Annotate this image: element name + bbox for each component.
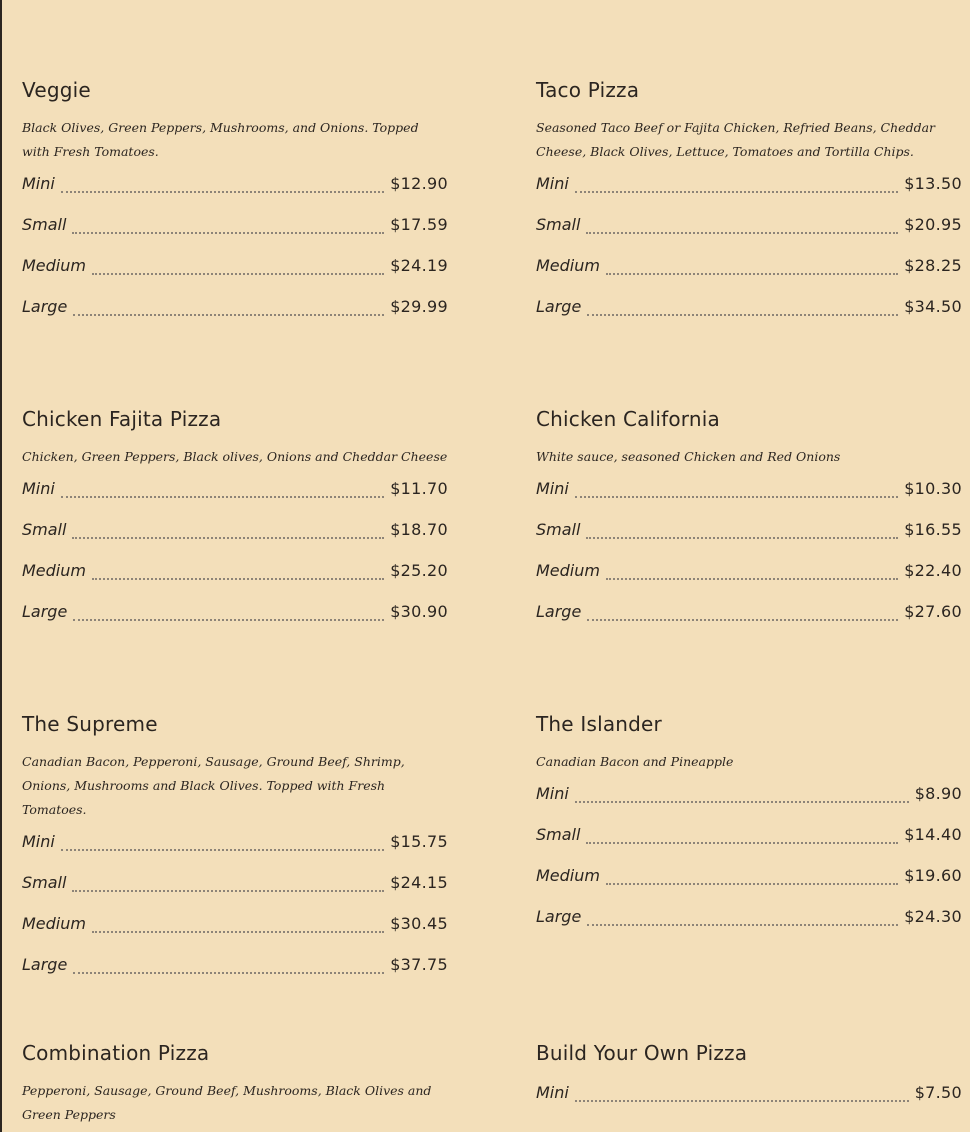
menu-item-title: Taco Pizza xyxy=(536,78,640,102)
menu-item-title: Chicken California xyxy=(536,407,720,431)
price-row xyxy=(22,873,448,914)
price-list xyxy=(536,174,962,338)
price-list xyxy=(22,832,448,996)
price-row xyxy=(22,174,448,215)
price-value: $30.90 xyxy=(390,602,448,621)
menu-item xyxy=(22,407,448,643)
size-name: Medium xyxy=(536,561,600,580)
price-row xyxy=(536,1083,962,1124)
price-list xyxy=(22,479,448,643)
price-value: $15.75 xyxy=(390,832,448,851)
dot-leader xyxy=(61,849,384,851)
size-name: Mini xyxy=(536,1083,569,1102)
price-row xyxy=(536,297,962,338)
price-row xyxy=(536,479,962,520)
size-name: Mini xyxy=(22,479,55,498)
price-value: $22.40 xyxy=(904,561,962,580)
menu-item xyxy=(536,712,962,948)
size-name: Mini xyxy=(536,174,569,193)
size-name: Large xyxy=(536,907,582,926)
dot-leader xyxy=(575,191,898,193)
price-value: $8.90 xyxy=(914,784,962,803)
dot-leader xyxy=(73,314,384,316)
price-list xyxy=(536,784,962,948)
menu-item-description: White sauce, seasoned Chicken and Red Onions xyxy=(536,449,841,464)
dot-leader xyxy=(575,496,898,498)
price-row xyxy=(22,479,448,520)
dot-leader xyxy=(586,842,898,844)
dot-leader xyxy=(73,619,384,621)
menu-item-description: Canadian Bacon and Pineapple xyxy=(536,754,734,769)
size-name: Mini xyxy=(536,784,569,803)
menu-item-title: Chicken Fajita Pizza xyxy=(22,407,222,431)
menu-item-description: Black Olives, Green Peppers, Mushrooms, and Onions. Topped with Fresh Tomatoes. xyxy=(22,120,419,159)
price-value: $24.15 xyxy=(390,873,448,892)
size-name: Mini xyxy=(22,174,55,193)
price-value: $10.30 xyxy=(904,479,962,498)
price-row xyxy=(536,602,962,643)
price-value: $7.50 xyxy=(914,1083,962,1102)
price-row xyxy=(22,832,448,873)
size-name: Large xyxy=(536,602,582,621)
previous-item-partial xyxy=(22,0,448,4)
dot-leader xyxy=(92,273,384,275)
price-value: $25.20 xyxy=(390,561,448,580)
size-name: Medium xyxy=(536,866,600,885)
dot-leader xyxy=(61,496,384,498)
dot-leader xyxy=(606,883,898,885)
size-name: Mini xyxy=(22,832,55,851)
price-list xyxy=(536,1083,962,1124)
menu-item xyxy=(536,1041,962,1124)
dot-leader xyxy=(587,619,898,621)
menu-item xyxy=(536,407,962,643)
price-value: $16.55 xyxy=(904,520,962,539)
menu-item-title: Veggie xyxy=(22,78,91,102)
size-name: Small xyxy=(536,215,581,234)
menu-item xyxy=(22,78,448,338)
price-value: $12.90 xyxy=(390,174,448,193)
price-row xyxy=(22,602,448,643)
price-value: $30.45 xyxy=(390,914,448,933)
menu-item xyxy=(22,712,448,996)
dot-leader xyxy=(575,801,909,803)
dot-leader xyxy=(575,1100,909,1102)
menu-item-description: Seasoned Taco Beef or Fajita Chicken, Refried Beans, Cheddar Cheese, Black Olives, Lettuce, Tomatoes and Tortilla Chips. xyxy=(536,120,936,159)
price-value: $37.75 xyxy=(390,955,448,974)
dot-leader xyxy=(586,232,898,234)
price-row xyxy=(536,520,962,561)
price-value: $14.40 xyxy=(904,825,962,844)
price-value: $24.30 xyxy=(904,907,962,926)
price-value: $34.50 xyxy=(904,297,962,316)
menu-item-title: Build Your Own Pizza xyxy=(536,1041,748,1065)
price-row xyxy=(536,215,962,256)
price-row xyxy=(22,914,448,955)
size-name: Small xyxy=(536,825,581,844)
price-value: $11.70 xyxy=(390,479,448,498)
size-name: Large xyxy=(536,297,582,316)
menu-item-title: Combination Pizza xyxy=(22,1041,210,1065)
dot-leader xyxy=(587,314,898,316)
size-name: Large xyxy=(22,297,68,316)
price-row xyxy=(536,174,962,215)
dot-leader xyxy=(606,273,898,275)
price-row xyxy=(536,825,962,866)
size-name: Medium xyxy=(22,561,86,580)
price-value: $20.95 xyxy=(904,215,962,234)
price-row xyxy=(536,784,962,825)
size-name: Medium xyxy=(536,256,600,275)
dot-leader xyxy=(72,890,384,892)
size-name: Medium xyxy=(22,256,86,275)
menu-item xyxy=(22,1041,448,1127)
price-list xyxy=(22,174,448,338)
dot-leader xyxy=(606,578,898,580)
menu-item-description: Canadian Bacon, Pepperoni, Sausage, Ground Beef, Shrimp, Onions, Mushrooms and Black Olives. Topped with Fresh Tomatoes. xyxy=(22,754,405,817)
price-value: $13.50 xyxy=(904,174,962,193)
size-name: Large xyxy=(22,602,68,621)
price-row xyxy=(536,0,962,4)
price-value: $28.25 xyxy=(904,256,962,275)
price-value: $19.60 xyxy=(904,866,962,885)
price-value: $29.99 xyxy=(390,297,448,316)
menu-item-description: Pepperoni, Sausage, Ground Beef, Mushrooms, Black Olives and Green Peppers xyxy=(22,1083,432,1122)
dot-leader xyxy=(586,537,898,539)
size-name: Small xyxy=(22,520,67,539)
size-name: Small xyxy=(536,520,581,539)
size-name: Medium xyxy=(22,914,86,933)
price-value: $24.19 xyxy=(390,256,448,275)
dot-leader xyxy=(61,191,384,193)
menu-item-description: Chicken, Green Peppers, Black olives, Onions and Cheddar Cheese xyxy=(22,449,448,464)
price-row xyxy=(536,561,962,602)
price-row xyxy=(22,297,448,338)
price-row xyxy=(22,955,448,996)
size-name: Large xyxy=(22,955,68,974)
size-name: Small xyxy=(22,873,67,892)
price-list xyxy=(536,479,962,643)
pizza-menu-page xyxy=(2,0,970,1132)
dot-leader xyxy=(92,578,384,580)
dot-leader xyxy=(587,924,898,926)
size-name: Mini xyxy=(536,479,569,498)
menu-item-title: The Islander xyxy=(536,712,662,736)
price-row xyxy=(22,520,448,561)
dot-leader xyxy=(72,232,384,234)
price-row xyxy=(536,866,962,907)
price-row xyxy=(22,0,448,4)
price-row xyxy=(22,256,448,297)
price-row xyxy=(536,907,962,948)
price-value: $18.70 xyxy=(390,520,448,539)
price-row xyxy=(22,561,448,602)
price-value: $17.59 xyxy=(390,215,448,234)
price-value: $27.60 xyxy=(904,602,962,621)
previous-item-partial xyxy=(536,0,962,4)
size-name: Small xyxy=(22,215,67,234)
price-row xyxy=(22,215,448,256)
price-row xyxy=(536,256,962,297)
menu-item xyxy=(536,78,962,338)
dot-leader xyxy=(73,972,384,974)
dot-leader xyxy=(92,931,384,933)
menu-item-title: The Supreme xyxy=(22,712,158,736)
dot-leader xyxy=(72,537,384,539)
